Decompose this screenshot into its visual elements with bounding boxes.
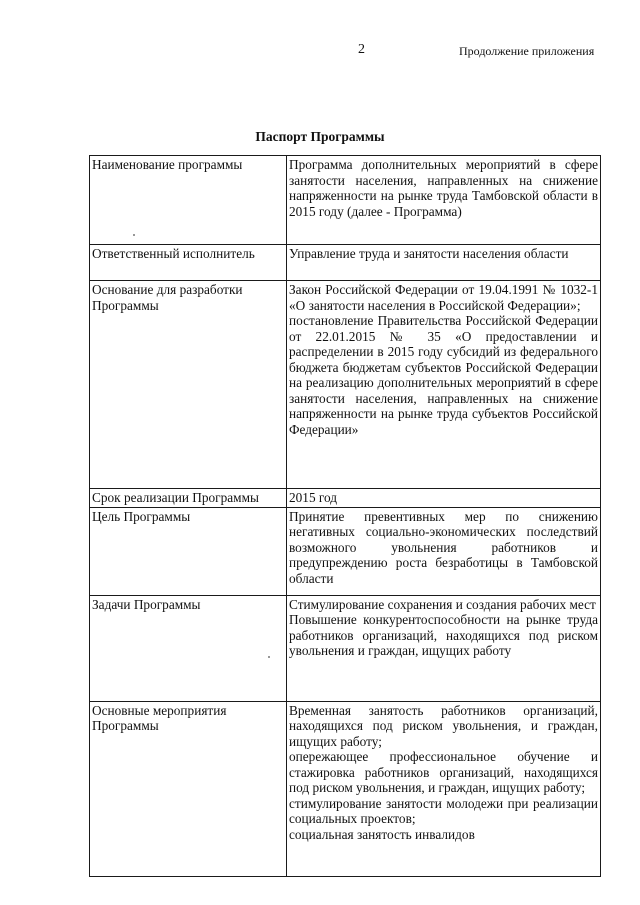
row-paragraph: Управление труда и занятости населения области: [289, 246, 569, 261]
row-paragraph: Стимулирование сохранения и создания рабочих мест: [289, 596, 596, 612]
table-row: [90, 281, 601, 489]
row-label: Наименование программы: [90, 156, 287, 245]
row-label: Ответственный исполнитель: [90, 245, 287, 281]
table-row: [90, 595, 601, 701]
row-value: [287, 507, 601, 595]
table-row: [90, 507, 601, 595]
row-value: [287, 595, 601, 701]
table-row: [90, 245, 601, 281]
row-paragraph: стимулирование занятости молодежи при реализации социальных проектов;: [289, 795, 598, 826]
row-paragraph: Программа дополнительных мероприятий в сфере занятости населения, направленных на снижение напряженности на рынке труда Тамбовской области в 2015 году (далее - Программа): [289, 157, 598, 219]
page-number: 2: [358, 42, 365, 57]
row-value: [287, 489, 601, 508]
row-value: [287, 701, 601, 876]
row-paragraph: Закон Российской Федерации от 19.04.1991 № 1032-1 «О занятости населения в Российской Федерации»;: [289, 282, 598, 313]
row-label: Основание для разработки Программы: [90, 281, 287, 489]
row-label: Основные мероприятия Программы: [90, 701, 287, 876]
passport-table: [89, 155, 601, 877]
row-paragraph: Принятие превентивных мер по снижению негативных социально-экономических последствий возможного увольнения работников и предупреждению роста безработицы в Тамбовской области: [289, 508, 598, 586]
row-label: Задачи Программы: [90, 595, 287, 701]
row-paragraph: социальная занятость инвалидов: [289, 826, 475, 842]
table-row: [90, 156, 601, 245]
row-label: Цель Программы: [90, 507, 287, 595]
row-paragraph: постановление Правительства Российской Федерации от 22.01.2015 № 35 «О предоставлении и распределении в 2015 году субсидий из федерального бюджета бюджетам субъектов Российской Федерации на реализацию дополнительных мероприятий в сфере занятости населения, направленных на снижение напряженности на рынке труда субъектов Российской Федерации»: [289, 313, 598, 437]
row-value: [287, 281, 601, 489]
row-label: Срок реализации Программы: [90, 489, 287, 508]
table-row: [90, 701, 601, 876]
row-value: [287, 245, 601, 281]
row-paragraph: опережающее профессиональное обучение и стажировка работников организаций, находящихся под риском увольнения, и граждан, ищущих работу;: [289, 749, 598, 795]
row-paragraph: 2015 год: [289, 490, 338, 505]
document-title: Паспорт Программы: [255, 129, 385, 144]
row-value: [287, 156, 601, 245]
table-row: [90, 489, 601, 508]
continuation-note: Продолжение приложения: [459, 44, 595, 58]
row-paragraph: Временная занятость работников организаций, находящихся под риском увольнения, и граждан, ищущих работу;: [289, 702, 598, 749]
row-paragraph: Повышение конкурентоспособности на рынке труда работников организаций, находящихся под риском увольнения и граждан, ищущих работу: [289, 612, 598, 658]
